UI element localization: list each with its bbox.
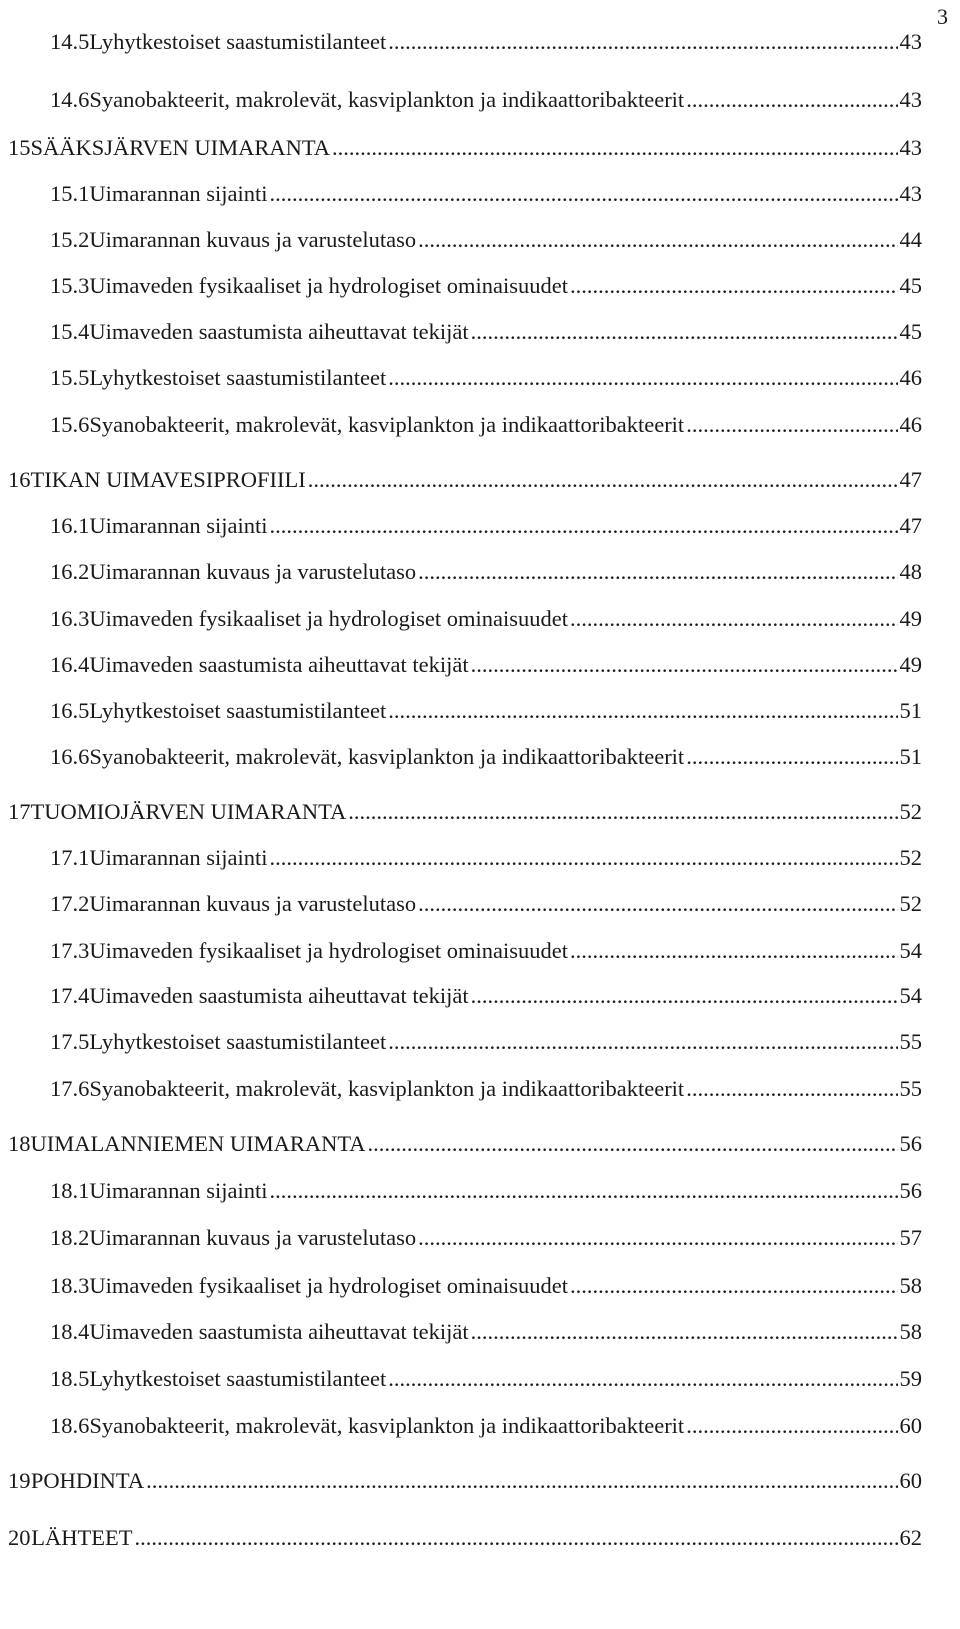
toc-entry-page: 56	[899, 1178, 922, 1203]
dot-leader	[388, 1361, 897, 1397]
dot-leader	[418, 554, 897, 590]
toc-entry-title: Lyhytkestoiset saastumistilanteet	[89, 1366, 387, 1391]
toc-entry-page: 44	[899, 227, 922, 252]
toc-section-entry[interactable]	[50, 739, 922, 775]
toc-entry-title: Uimaveden fysikaaliset ja hydrologiset ominaisuudet	[89, 273, 569, 298]
toc-chapter-entry[interactable]	[8, 462, 922, 498]
toc-entry-page: 51	[899, 698, 922, 723]
toc-chapter-entry[interactable]	[8, 794, 922, 830]
toc-entry-number: 18.3	[50, 1273, 90, 1298]
dot-leader	[368, 1126, 898, 1162]
toc-section-entry[interactable]	[50, 554, 922, 590]
toc-section-entry[interactable]	[50, 407, 922, 443]
dot-leader	[570, 268, 897, 304]
toc-section-entry[interactable]	[50, 1024, 922, 1060]
toc-entry-page: 52	[899, 891, 922, 916]
toc-entry-title: POHDINTA	[30, 1468, 145, 1493]
toc-entry-title: Lyhytkestoiset saastumistilanteet	[89, 698, 387, 723]
toc-entry-title: Uimarannan kuvaus ja varustelutaso	[89, 227, 417, 252]
toc-entry-number: 15.5	[50, 365, 90, 390]
toc-entry-number: 19	[8, 1468, 31, 1493]
toc-entry-page: 54	[899, 983, 922, 1008]
toc-section-entry[interactable]	[50, 1173, 922, 1209]
toc-section-entry[interactable]	[50, 886, 922, 922]
toc-entry-page: 56	[899, 1131, 922, 1156]
toc-entry-number: 18	[8, 1131, 31, 1156]
toc-section-entry[interactable]	[50, 647, 922, 683]
toc-entry-title: Syanobakteerit, makrolevät, kasviplankton ja indikaattoribakteerit	[89, 1413, 685, 1438]
dot-leader	[570, 601, 897, 637]
toc-entry-title: Uimarannan sijainti	[89, 181, 268, 206]
dot-leader	[471, 978, 898, 1014]
dot-leader	[686, 82, 897, 118]
toc-section-entry[interactable]	[50, 1220, 922, 1256]
toc-section-entry[interactable]	[50, 1268, 922, 1304]
toc-entry-title: Uimarannan kuvaus ja varustelutaso	[89, 1225, 417, 1250]
toc-section-entry[interactable]	[50, 1314, 922, 1350]
dot-leader	[388, 1024, 897, 1060]
toc-entry-title: Syanobakteerit, makrolevät, kasviplankton ja indikaattoribakteerit	[89, 1076, 685, 1101]
toc-entry-page: 45	[899, 273, 922, 298]
toc-entry-number: 17.1	[50, 845, 90, 870]
toc-entry-number: 18.1	[50, 1178, 90, 1203]
toc-entry-page: 43	[899, 181, 922, 206]
toc-entry-number: 15.2	[50, 227, 90, 252]
toc-entry-number: 18.2	[50, 1225, 90, 1250]
toc-section-entry[interactable]	[50, 978, 922, 1014]
toc-entry-title: Uimarannan sijainti	[89, 1178, 268, 1203]
toc-entry-title: Lyhytkestoiset saastumistilanteet	[89, 29, 387, 54]
dot-leader	[269, 840, 897, 876]
dot-leader	[686, 1071, 897, 1107]
toc-entry-number: 16.1	[50, 513, 90, 538]
dot-leader	[269, 508, 897, 544]
toc-entry-page: 55	[899, 1076, 922, 1101]
toc-entry-title: Uimarannan sijainti	[89, 845, 268, 870]
dot-leader	[388, 693, 897, 729]
toc-section-entry[interactable]	[50, 314, 922, 350]
toc-entry-page: 43	[899, 87, 922, 112]
toc-entry-title: Uimaveden saastumista aiheuttavat tekijät	[89, 319, 469, 344]
toc-section-entry[interactable]	[50, 840, 922, 876]
toc-entry-title: Syanobakteerit, makrolevät, kasviplankton ja indikaattoribakteerit	[89, 87, 685, 112]
toc-section-entry[interactable]	[50, 360, 922, 396]
toc-entry-number: 16.3	[50, 606, 90, 631]
toc-entry-page: 47	[899, 513, 922, 538]
toc-entry-number: 15.6	[50, 412, 90, 437]
dot-leader	[418, 1220, 897, 1256]
dot-leader	[134, 1520, 897, 1556]
toc-entry-title: SÄÄKSJÄRVEN UIMARANTA	[30, 135, 331, 160]
toc-entry-title: Uimaveden saastumista aiheuttavat tekijät	[89, 652, 469, 677]
dot-leader	[269, 1173, 897, 1209]
toc-chapter-entry[interactable]	[8, 1463, 922, 1499]
toc-section-entry[interactable]	[50, 24, 922, 60]
page-number: 3	[937, 4, 948, 29]
toc-entry-page: 43	[899, 29, 922, 54]
toc-entry-title: Lyhytkestoiset saastumistilanteet	[89, 365, 387, 390]
toc-entry-number: 15.4	[50, 319, 90, 344]
toc-entry-title: Uimaveden fysikaaliset ja hydrologiset ominaisuudet	[89, 1273, 569, 1298]
toc-entry-page: 45	[899, 319, 922, 344]
toc-chapter-entry[interactable]	[8, 1126, 922, 1162]
toc-entry-page: 52	[899, 845, 922, 870]
toc-entry-number: 17.2	[50, 891, 90, 916]
dot-leader	[570, 933, 897, 969]
toc-entry-page: 55	[899, 1029, 922, 1054]
toc-entry-page: 46	[899, 412, 922, 437]
toc-entry-title: Uimaveden fysikaaliset ja hydrologiset ominaisuudet	[89, 606, 569, 631]
toc-entry-page: 59	[899, 1366, 922, 1391]
dot-leader	[686, 407, 897, 443]
toc-chapter-entry[interactable]	[8, 130, 922, 166]
toc-entry-number: 20	[8, 1525, 31, 1550]
toc-entry-number: 17	[8, 799, 31, 824]
toc-entry-number: 14.5	[50, 29, 90, 54]
toc-entry-page: 47	[899, 467, 922, 492]
toc-entry-page: 49	[899, 652, 922, 677]
dot-leader	[418, 222, 897, 258]
toc-entry-title: TIKAN UIMAVESIPROFIILI	[30, 467, 306, 492]
toc-entry-number: 17.3	[50, 938, 90, 963]
toc-entry-number: 15.1	[50, 181, 90, 206]
toc-entry-title: LÄHTEET	[31, 1525, 133, 1550]
toc-entry-number: 14.6	[50, 87, 90, 112]
toc-entry-title: Uimarannan kuvaus ja varustelutaso	[89, 891, 417, 916]
toc-entry-number: 16.5	[50, 698, 90, 723]
dot-leader	[388, 24, 897, 60]
toc-entry-page: 57	[899, 1225, 922, 1250]
toc-entry-page: 58	[899, 1273, 922, 1298]
toc-entry-number: 16.6	[50, 744, 90, 769]
toc-entry-page: 60	[899, 1468, 922, 1493]
toc-entry-number: 17.6	[50, 1076, 90, 1101]
toc-entry-number: 18.6	[50, 1413, 90, 1438]
toc-section-entry[interactable]	[50, 1071, 922, 1107]
dot-leader	[348, 794, 897, 830]
toc-entry-title: TUOMIOJÄRVEN UIMARANTA	[30, 799, 347, 824]
toc-entry-page: 60	[899, 1413, 922, 1438]
toc-section-entry[interactable]	[50, 176, 922, 212]
toc-entry-page: 62	[899, 1525, 922, 1550]
toc-entry-page: 43	[899, 135, 922, 160]
toc-entry-page: 46	[899, 365, 922, 390]
toc-section-entry[interactable]	[50, 1361, 922, 1397]
toc-entry-page: 49	[899, 606, 922, 631]
dot-leader	[570, 1268, 897, 1304]
toc-section-entry[interactable]	[50, 508, 922, 544]
toc-section-entry[interactable]	[50, 601, 922, 637]
toc-section-entry[interactable]	[50, 82, 922, 118]
toc-chapter-entry[interactable]	[8, 1520, 922, 1556]
dot-leader	[471, 1314, 898, 1350]
dot-leader	[471, 314, 898, 350]
toc-entry-title: UIMALANNIEMEN UIMARANTA	[30, 1131, 366, 1156]
dot-leader	[686, 739, 897, 775]
toc-entry-title: Uimaveden saastumista aiheuttavat tekijät	[89, 1319, 469, 1344]
dot-leader	[269, 176, 897, 212]
toc-entry-number: 18.5	[50, 1366, 90, 1391]
toc-entry-number: 16.2	[50, 559, 90, 584]
dot-leader	[418, 886, 897, 922]
toc-section-entry[interactable]	[50, 222, 922, 258]
toc-entry-title: Syanobakteerit, makrolevät, kasviplankton ja indikaattoribakteerit	[89, 412, 685, 437]
toc-entry-title: Syanobakteerit, makrolevät, kasviplankton ja indikaattoribakteerit	[89, 744, 685, 769]
toc-entry-number: 18.4	[50, 1319, 90, 1344]
toc-entry-title: Uimarannan kuvaus ja varustelutaso	[89, 559, 417, 584]
toc-entry-page: 52	[899, 799, 922, 824]
toc-entry-number: 16.4	[50, 652, 90, 677]
dot-leader	[686, 1408, 897, 1444]
toc-entry-number: 15.3	[50, 273, 90, 298]
toc-entry-number: 17.4	[50, 983, 90, 1008]
toc-entry-title: Uimarannan sijainti	[89, 513, 268, 538]
toc-entry-page: 48	[899, 559, 922, 584]
dot-leader	[146, 1463, 897, 1499]
toc-entry-page: 51	[899, 744, 922, 769]
toc-entry-number: 15	[8, 135, 31, 160]
dot-leader	[388, 360, 897, 396]
dot-leader	[308, 462, 898, 498]
toc-section-entry[interactable]	[50, 693, 922, 729]
toc-section-entry[interactable]	[50, 933, 922, 969]
dot-leader	[471, 647, 898, 683]
toc-section-entry[interactable]	[50, 1408, 922, 1444]
toc-entry-number: 17.5	[50, 1029, 90, 1054]
toc-entry-page: 54	[899, 938, 922, 963]
toc-entry-title: Lyhytkestoiset saastumistilanteet	[89, 1029, 387, 1054]
toc-section-entry[interactable]	[50, 268, 922, 304]
toc-entry-title: Uimaveden saastumista aiheuttavat tekijät	[89, 983, 469, 1008]
toc-entry-number: 16	[8, 467, 31, 492]
toc-entry-page: 58	[899, 1319, 922, 1344]
toc-entry-title: Uimaveden fysikaaliset ja hydrologiset ominaisuudet	[89, 938, 569, 963]
dot-leader	[332, 130, 897, 166]
